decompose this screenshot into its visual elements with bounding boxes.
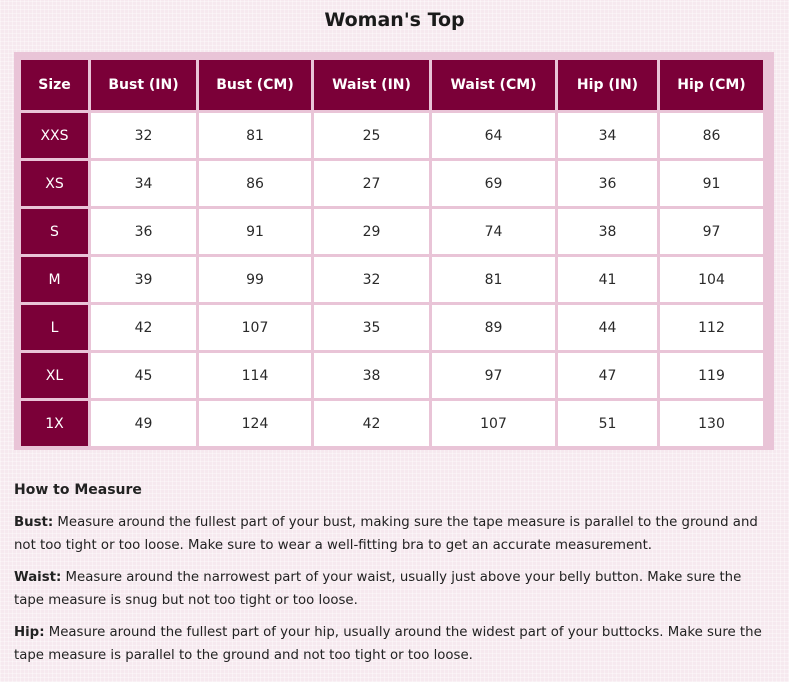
waist-in-value: 42 (314, 401, 429, 446)
waist-cm-value: 74 (432, 209, 555, 254)
size-chart-table (18, 57, 766, 449)
bust-in-value: 32 (91, 113, 196, 158)
hip-cm-value: 130 (660, 401, 763, 446)
hip-in-value: 41 (558, 257, 657, 302)
table-row (21, 113, 763, 158)
size-label: L (21, 305, 88, 350)
waist-cm-value: 69 (432, 161, 555, 206)
hip-cm-value: 119 (660, 353, 763, 398)
waist-in-value: 27 (314, 161, 429, 206)
hip-in-value: 47 (558, 353, 657, 398)
hip-term: Hip: (14, 625, 45, 640)
table-row (21, 353, 763, 398)
table-header-row (21, 60, 763, 110)
waist-term: Waist: (14, 570, 62, 585)
waist-description: Measure around the narrowest part of your waist, usually just above your belly button. Make sure the tape measure is snug but not too tight or too loose. (14, 570, 742, 608)
how-to-measure-section (14, 478, 774, 676)
bust-cm-value: 124 (199, 401, 311, 446)
waist-cm-value: 89 (432, 305, 555, 350)
waist-cm-value: 97 (432, 353, 555, 398)
bust-in-value: 36 (91, 209, 196, 254)
hip-in-value: 34 (558, 113, 657, 158)
hip-description: Measure around the fullest part of your hip, usually around the widest part of your buttocks. Make sure the tape measure is parallel to the ground and not too tight or too loose. (14, 625, 762, 663)
bust-cm-value: 114 (199, 353, 311, 398)
size-label: S (21, 209, 88, 254)
hip-cm-value: 97 (660, 209, 763, 254)
table-row (21, 209, 763, 254)
bust-cm-value: 81 (199, 113, 311, 158)
waist-cm-value: 81 (432, 257, 555, 302)
hip-cm-value: 91 (660, 161, 763, 206)
header-hip-in: Hip (IN) (558, 60, 657, 110)
page-title: Woman's Top (324, 9, 465, 31)
table-row (21, 401, 763, 446)
header-bust-in: Bust (IN) (91, 60, 196, 110)
bust-in-value: 34 (91, 161, 196, 206)
waist-in-value: 32 (314, 257, 429, 302)
hip-in-value: 51 (558, 401, 657, 446)
table-row (21, 161, 763, 206)
size-label: XS (21, 161, 88, 206)
hip-in-value: 44 (558, 305, 657, 350)
header-size: Size (21, 60, 88, 110)
waist-instructions (14, 566, 774, 612)
bust-in-value: 49 (91, 401, 196, 446)
size-chart-frame (14, 52, 774, 450)
bust-cm-value: 91 (199, 209, 311, 254)
header-waist-in: Waist (IN) (314, 60, 429, 110)
hip-cm-value: 86 (660, 113, 763, 158)
bust-description: Measure around the fullest part of your bust, making sure the tape measure is parallel to the ground and not too tight or too loose. Make sure to wear a well-fitting bra to get an accurate measurement. (14, 515, 758, 553)
bust-instructions (14, 511, 774, 557)
bust-cm-value: 99 (199, 257, 311, 302)
size-label: 1X (21, 401, 88, 446)
waist-cm-value: 107 (432, 401, 555, 446)
hip-instructions (14, 621, 774, 667)
bust-in-value: 39 (91, 257, 196, 302)
header-bust-cm: Bust (CM) (199, 60, 311, 110)
table-row (21, 305, 763, 350)
waist-in-value: 29 (314, 209, 429, 254)
hip-in-value: 36 (558, 161, 657, 206)
waist-in-value: 38 (314, 353, 429, 398)
hip-cm-value: 112 (660, 305, 763, 350)
header-hip-cm: Hip (CM) (660, 60, 763, 110)
table-row (21, 257, 763, 302)
waist-cm-value: 64 (432, 113, 555, 158)
bust-cm-value: 86 (199, 161, 311, 206)
bust-term: Bust: (14, 515, 54, 530)
how-to-measure-heading: How to Measure (14, 482, 142, 498)
header-waist-cm: Waist (CM) (432, 60, 555, 110)
bust-in-value: 45 (91, 353, 196, 398)
size-label: M (21, 257, 88, 302)
bust-cm-value: 107 (199, 305, 311, 350)
hip-cm-value: 104 (660, 257, 763, 302)
size-label: XXS (21, 113, 88, 158)
waist-in-value: 35 (314, 305, 429, 350)
waist-in-value: 25 (314, 113, 429, 158)
bust-in-value: 42 (91, 305, 196, 350)
size-label: XL (21, 353, 88, 398)
hip-in-value: 38 (558, 209, 657, 254)
